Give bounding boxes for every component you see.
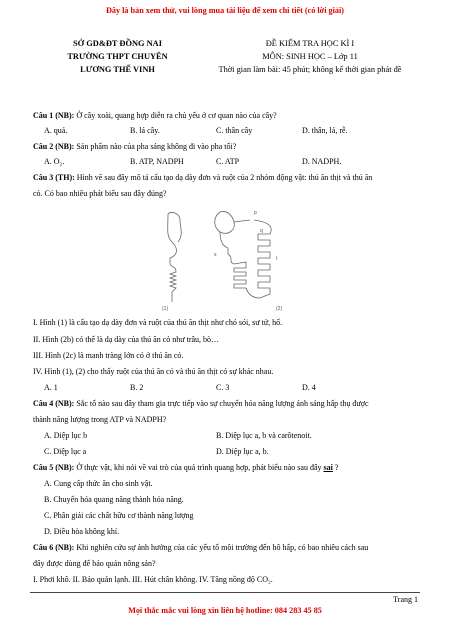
- label-q: q: [260, 228, 263, 234]
- question-6-text-cont: đây được dùng để bảo quản nông sản?: [33, 559, 156, 568]
- department-name: SỞ GD&ĐT ĐỒNG NAI: [73, 39, 162, 48]
- q2-option-b[interactable]: B. ATP, NADPH: [130, 157, 184, 166]
- q1-option-b[interactable]: B. lá cây.: [130, 126, 160, 135]
- q5-option-d[interactable]: D. Điều hòa không khí.: [44, 527, 120, 536]
- label-p: p: [254, 210, 257, 216]
- question-3: [33, 173, 423, 183]
- q4-option-b[interactable]: B. Diệp lục a, b và carôtenoit.: [216, 431, 312, 440]
- question-1: [33, 111, 423, 121]
- question-4-label: Câu 4 (NB):: [33, 399, 75, 408]
- exam-subject: MÔN: SINH HỌC – Lớp 11: [262, 52, 358, 61]
- q2-option-d[interactable]: D. NADPH.: [302, 157, 342, 166]
- question-4-options-row1: [44, 431, 424, 441]
- question-6-statements: I. Phơi khô. II. Bảo quản lạnh. III. Hút chân không. IV. Tăng nồng độ CO₂.: [33, 575, 273, 584]
- digestive-system-figure: [150, 206, 310, 314]
- question-6-label: Câu 6 (NB):: [33, 543, 75, 552]
- q5-option-b[interactable]: B. Chuyển hóa quang năng thành hóa năng.: [44, 495, 184, 504]
- q1-option-c[interactable]: C. thân cây: [216, 126, 253, 135]
- q1-option-d[interactable]: D. thân, lá, rễ.: [302, 126, 348, 135]
- question-1-label: Câu 1 (NB):: [33, 111, 75, 120]
- q4-option-a[interactable]: A. Diệp lục b: [44, 431, 88, 440]
- question-3-label: Câu 3 (TH):: [33, 173, 75, 182]
- school-name-line2: LƯƠNG THẾ VINH: [80, 65, 155, 74]
- q3-statement-4: IV. Hình (1), (2) cho thấy ruột của thú ăn cỏ và thú ăn thịt có sự khác nhau.: [33, 367, 274, 376]
- page-number: Trang 1: [393, 595, 418, 604]
- question-3-text: Hình vẽ sau đây mô tả cấu tạo dạ dày đơn và ruột của 2 nhóm động vật: thú ăn thịt và thú ăn: [74, 173, 373, 182]
- label-fig2: (2): [276, 306, 283, 312]
- q3-option-d[interactable]: D. 4: [302, 383, 316, 392]
- school-name-line1: TRƯỜNG THPT CHUYÊN: [67, 52, 168, 61]
- question-4: [33, 399, 423, 409]
- question-2-label: Câu 2 (NB):: [33, 142, 75, 151]
- question-2-text: Sản phẩm nào của pha sáng không đi vào pha tối?: [74, 142, 237, 151]
- question-3-options: [44, 383, 424, 393]
- question-6-text: Khi nghiên cứu sự ảnh hưởng của các yếu tố môi trường đến hô hấp, có bao nhiêu cách sau: [74, 543, 369, 552]
- q3-statement-1: I. Hình (1) là cấu tạo dạ dày đơn và ruột của thú ăn thịt như chó sói, sư tử, hổ.: [33, 318, 283, 327]
- q4-option-c[interactable]: C. Diệp lục a: [44, 447, 87, 456]
- question-1-options: [44, 126, 424, 136]
- q5-option-c[interactable]: C. Phân giải các chất hữu cơ thành năng lượng: [44, 511, 194, 520]
- question-5: [33, 463, 423, 473]
- question-4-text: Sắc tố nào sau đây tham gia trực tiếp vào sự chuyển hóa năng lượng ánh sáng hấp thụ được: [74, 399, 369, 408]
- question-5-tail: ?: [332, 463, 339, 472]
- q3-option-c[interactable]: C. 3: [216, 383, 230, 392]
- exam-title: ĐỀ KIỂM TRA HỌC KÌ I: [265, 39, 355, 48]
- bottom-banner: Mọi thắc mắc vui lòng xin liên hệ hotline: 084 283 45 85: [128, 606, 322, 615]
- question-5-emphasis: sai: [323, 463, 333, 472]
- q5-option-a[interactable]: A. Cung cấp thức ăn cho sinh vật.: [44, 479, 153, 488]
- question-6: [33, 543, 423, 553]
- exam-time: Thời gian làm bài: 45 phút; không kể thời gian phát đề: [218, 65, 402, 74]
- q3-option-b[interactable]: B. 2: [130, 383, 144, 392]
- question-2: [33, 142, 423, 152]
- q2-option-a[interactable]: A. O₂.: [44, 157, 65, 166]
- footer-divider: [30, 592, 420, 593]
- q4-option-d[interactable]: D. Diệp lục a, b.: [216, 447, 269, 456]
- top-banner: Đây là bản xem thử, vui lòng mua tài liệu để xem chi tiết (có lời giải): [105, 6, 344, 15]
- question-2-options: [44, 157, 424, 167]
- question-4-text-cont: thành năng lượng trong ATP và NADPH?: [33, 415, 167, 424]
- question-3-text-cont: cỏ. Có bao nhiêu phát biểu sau đây đúng?: [33, 189, 167, 198]
- q3-option-a[interactable]: A. 1: [44, 383, 58, 392]
- q2-option-c[interactable]: C. ATP: [216, 157, 240, 166]
- label-t: t: [276, 256, 278, 262]
- question-4-options-row2: [44, 447, 424, 457]
- label-s: s: [214, 252, 217, 258]
- q1-option-a[interactable]: A. quả.: [44, 126, 68, 135]
- q3-statement-3: III. Hình (2c) là manh tràng lớn có ở thú ăn cỏ.: [33, 351, 184, 360]
- question-1-text: Ở cây xoài, quang hợp diễn ra chủ yếu ở cơ quan nào của cây?: [74, 111, 277, 120]
- q3-statement-2: II. Hình (2b) có thể là dạ dày của thú ăn cỏ như trâu, bò…: [33, 335, 220, 344]
- label-fig1: (1): [162, 306, 169, 312]
- question-5-label: Câu 5 (NB):: [33, 463, 75, 472]
- question-5-text: Ở thực vật, khi nói về vai trò của quá trình quang hợp, phát biểu nào sau đây: [74, 463, 324, 472]
